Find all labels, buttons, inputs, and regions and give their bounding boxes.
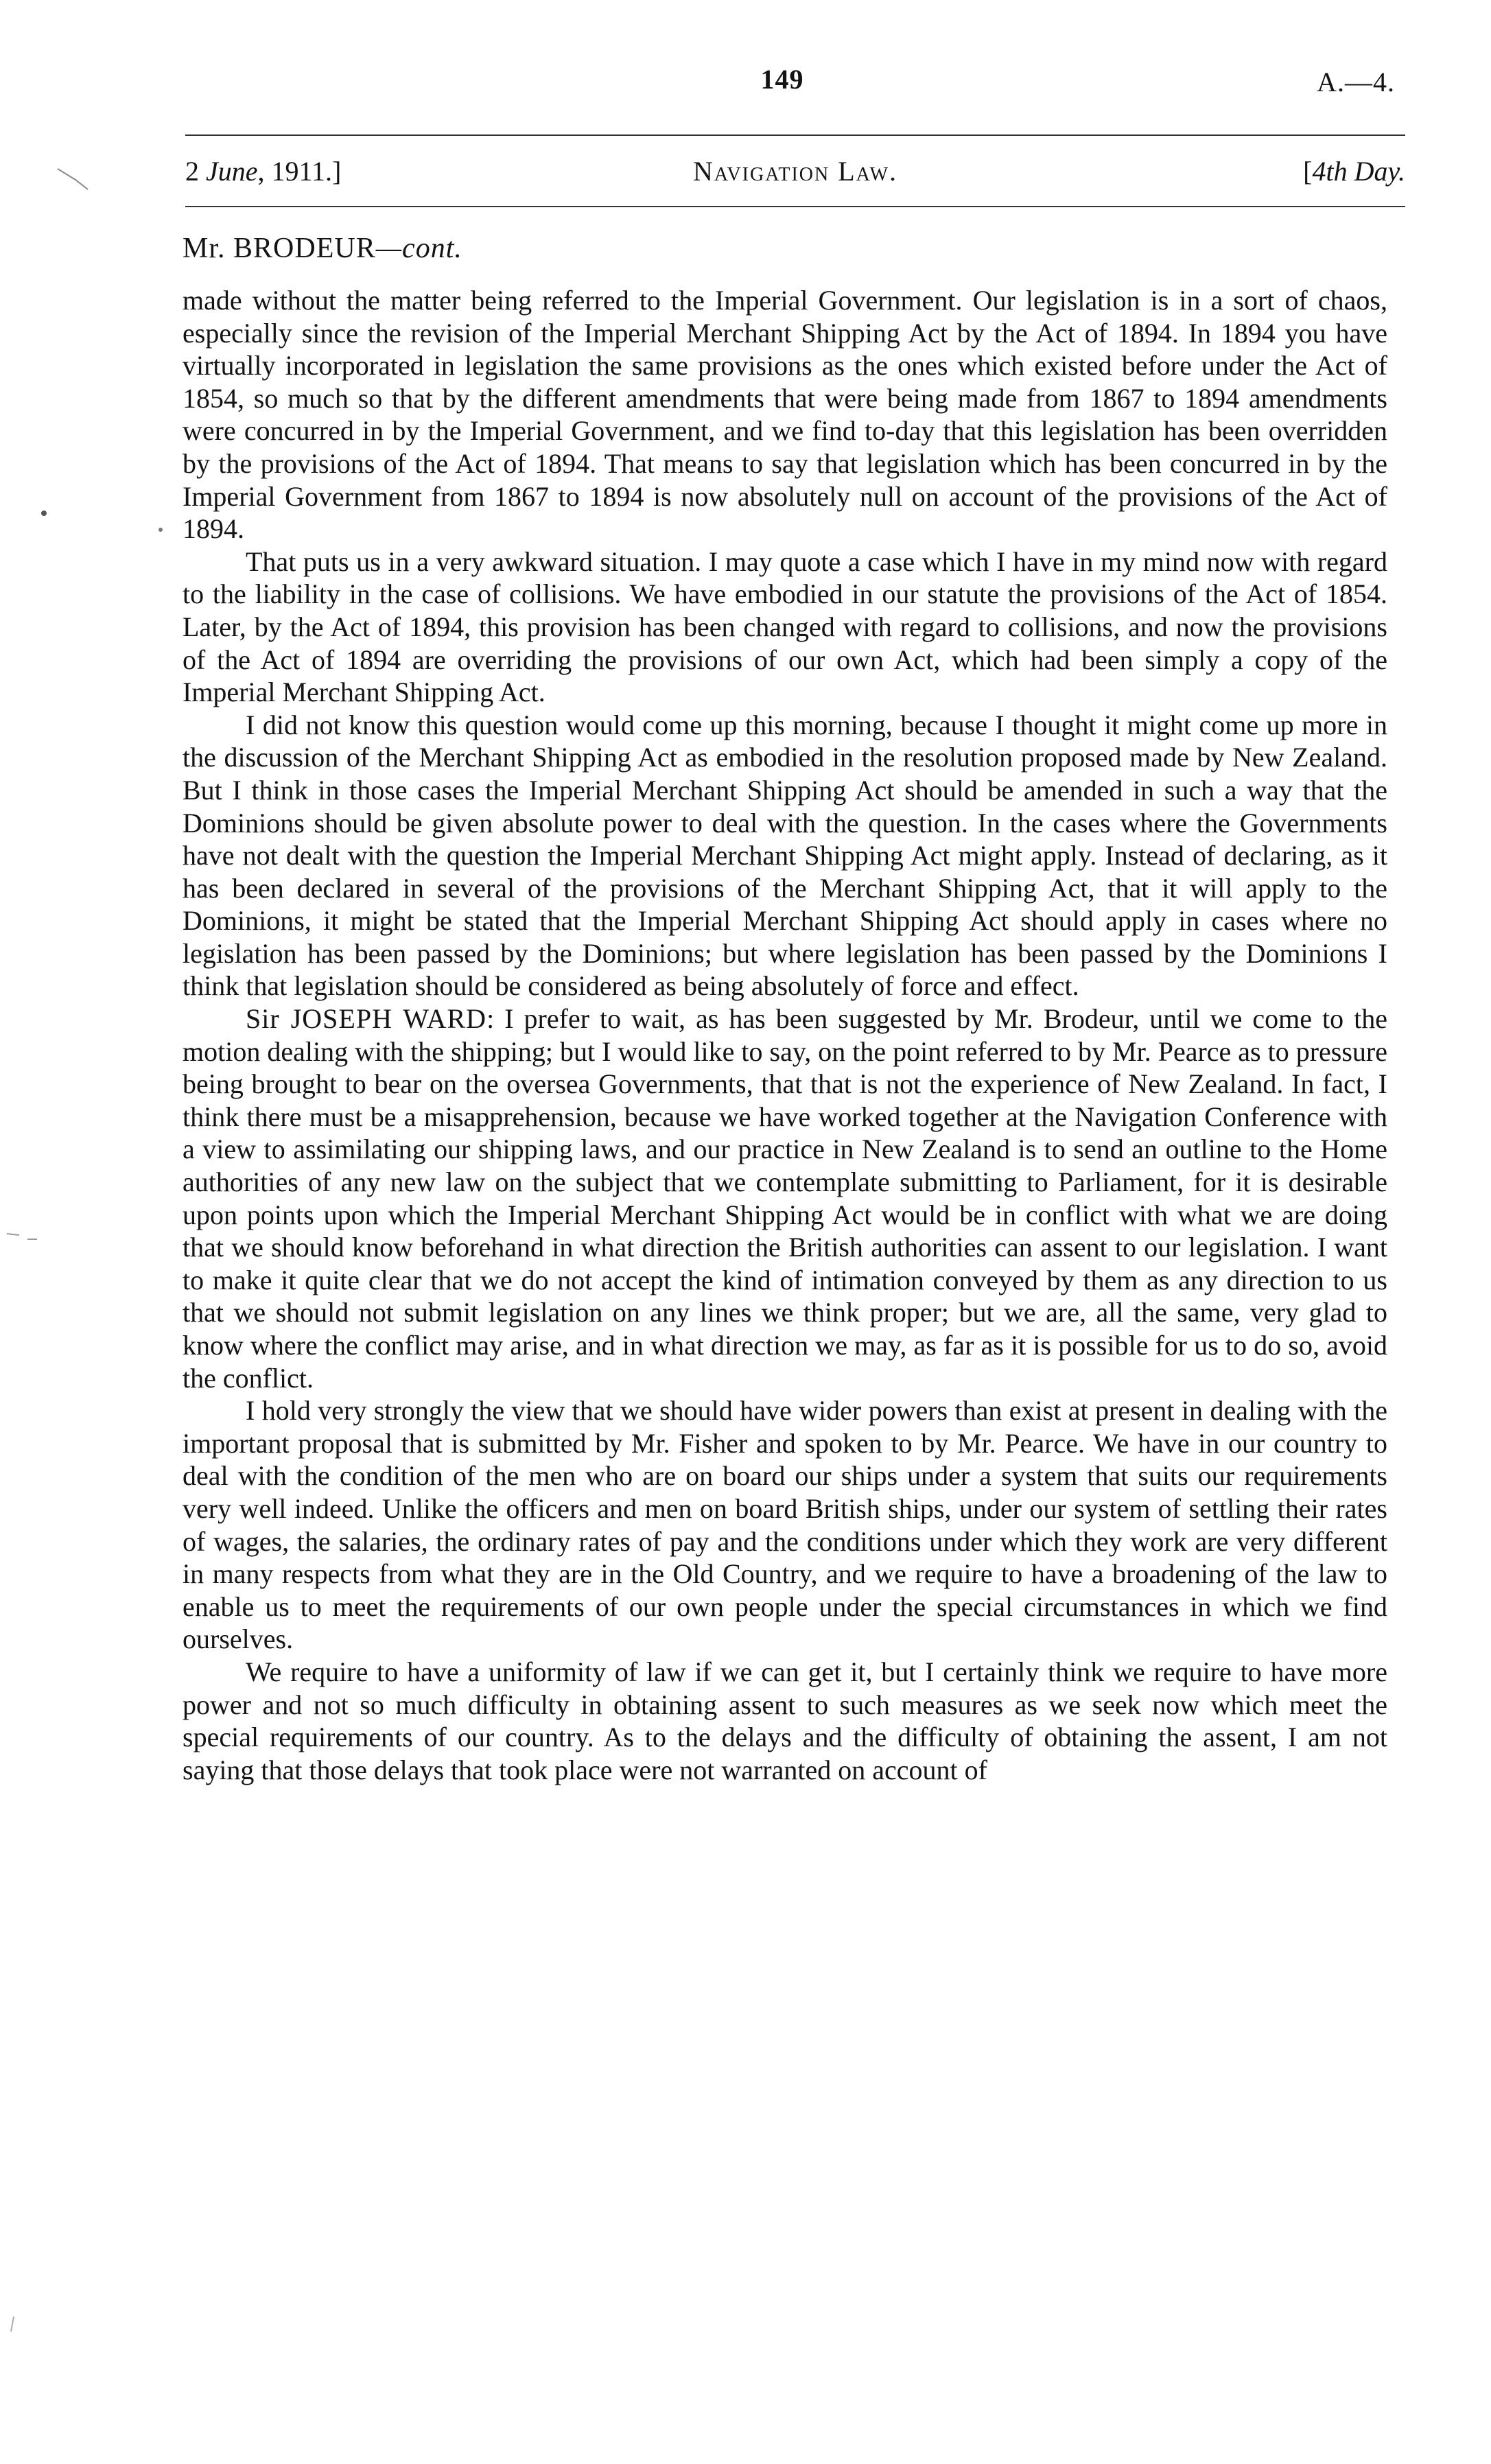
speaker-remarks: : I prefer to wait, as has been suggested by Mr. Brodeur, until we come to the motion dealing with the shipping; but I would like to say, on the point referred to by Mr. Pearce as to pressure being brought to bear on the oversea Governments, that that is not the experience of New Zealand. In fact, I think there must be a misapprehension, because we have worked together at the Navigation Conference with a view to assimilating our shipping laws, and our practice in New Zealand is to send an outline to the Home authorities of any new law on the subject that we contemplate submitting to Parliament, for it is desirable upon points upon which the Imperial Merchant Shipping Act would be in conflict with what we are doing that we should know beforehand in what direction the British authorities can assent to our legislation. I want to make it quite clear that we do not accept the kind of intimation conveyed by them as any direction to us that we should not submit legislation on any lines we think proper; but we are, all the same, very glad to know where the conflict may arise, and in what direction we may, as far as it is possible for us to do so, avoid the conflict. [183,1003,1387,1394]
speaker-name: Sir JOSEPH WARD [246,1003,487,1035]
header-date-year: 1911.] [271,156,342,187]
paragraph: That puts us in a very awkward situation. I may quote a case which I have in my mind now with regard to the liability in the case of collisions. We have embodied in our statute the provisions of the Act of 1854. Later, by the Act of 1894, this provision has been changed with regard to collisions, and now the provisions of the Act of 1894 are overriding the provisions of our own Act, which had been simply a copy of the Imperial Merchant Shipping Act. [183,545,1387,708]
header-day-bracket: [ [1303,156,1313,187]
document-reference: A.—4. [1317,67,1395,97]
body-text [183,284,1387,1786]
header-day [1303,155,1405,187]
continued-speaker-name: Mr. BRODEUR [183,233,376,264]
header-date-day: 2 [185,156,199,187]
paragraph: We require to have a uniformity of law if we can get it, but I certainly think we require to have more power and not so much difficulty in obtaining assent to such measures as we seek now which meet the special requirements of our country. As to the delays and the difficulty of obtaining the assent, I am not saying that those delays that took place were not warranted on account of [183,1656,1387,1785]
header-day-value: 4th Day. [1312,156,1405,187]
header-date-month: June [206,156,258,187]
scan-stray-mark [11,2316,14,2332]
running-header [185,155,1405,196]
scan-stray-mark [58,169,88,189]
continued-marker: —cont. [375,233,462,264]
paragraph: I hold very strongly the view that we should have wider powers than exist at present in dealing with the important proposal that is submitted by Mr. Fisher and spoken to by Mr. Pearce. We have in our country to deal with the condition of the men who are on board our ships under a system that suits our requirements very well indeed. Unlike the officers and men on board British ships, under our system of settling their rates of wages, the salaries, the ordinary rates of pay and the conditions under which they work are very different in many respects from what they are in the Old Country, and we require to have a broadening of the law to enable us to meet the requirements of our own people under the special circumstances in which we find ourselves. [183,1395,1387,1655]
paragraph [183,1002,1387,1394]
header-bottom-rule [185,206,1405,207]
page-number: 149 [760,64,804,95]
header-date: 2 June, 1911.] [185,156,342,187]
paragraph: made without the matter being referred to the Imperial Government. Our legislation is in a sort of chaos, especially since the revision of the Imperial Merchant Shipping Act by the Act of 1894. In 1894 you have virtually incorporated in legislation the same provisions as the ones which existed before under the Act of 1854, so much so that by the different amendments that were being made from 1867 to 1894 amendments were concurred in by the Imperial Government, and we find to-day that this legislation has been overridden by the provisions of the Act of 1894. That means to say that legislation which has been concurred in by the Imperial Government from 1867 to 1894 is now absolutely null on account of the provisions of the Act of 1894. [183,285,1387,545]
scan-stray-mark [7,1234,37,1239]
paragraph: I did not know this question would come up this morning, because I thought it might come up more in the discussion of the Merchant Shipping Act as embodied in the resolution proposed made by New Zealand. But I think in those cases the Imperial Merchant Shipping Act should be amended in such a way that the Dominions should be given absolute power to deal with the question. In the cases where the Governments have not dealt with the question the Imperial Merchant Shipping Act might apply. Instead of declaring, as it has been declared in several of the provisions of the Merchant Shipping Act, that it will apply to the Dominions, it might be stated that the Imperial Merchant Shipping Act should apply in cases where no legislation has been passed by the Dominions; but where legislation has been passed by the Dominions I think that legislation should be considered as being absolutely of force and effect. [183,709,1387,1002]
scan-dot-mark [159,528,163,532]
scan-dot-mark [41,511,47,516]
header-title: Navigation Law. [692,156,898,187]
header-top-rule [185,134,1405,136]
continued-speaker-heading [183,232,462,265]
